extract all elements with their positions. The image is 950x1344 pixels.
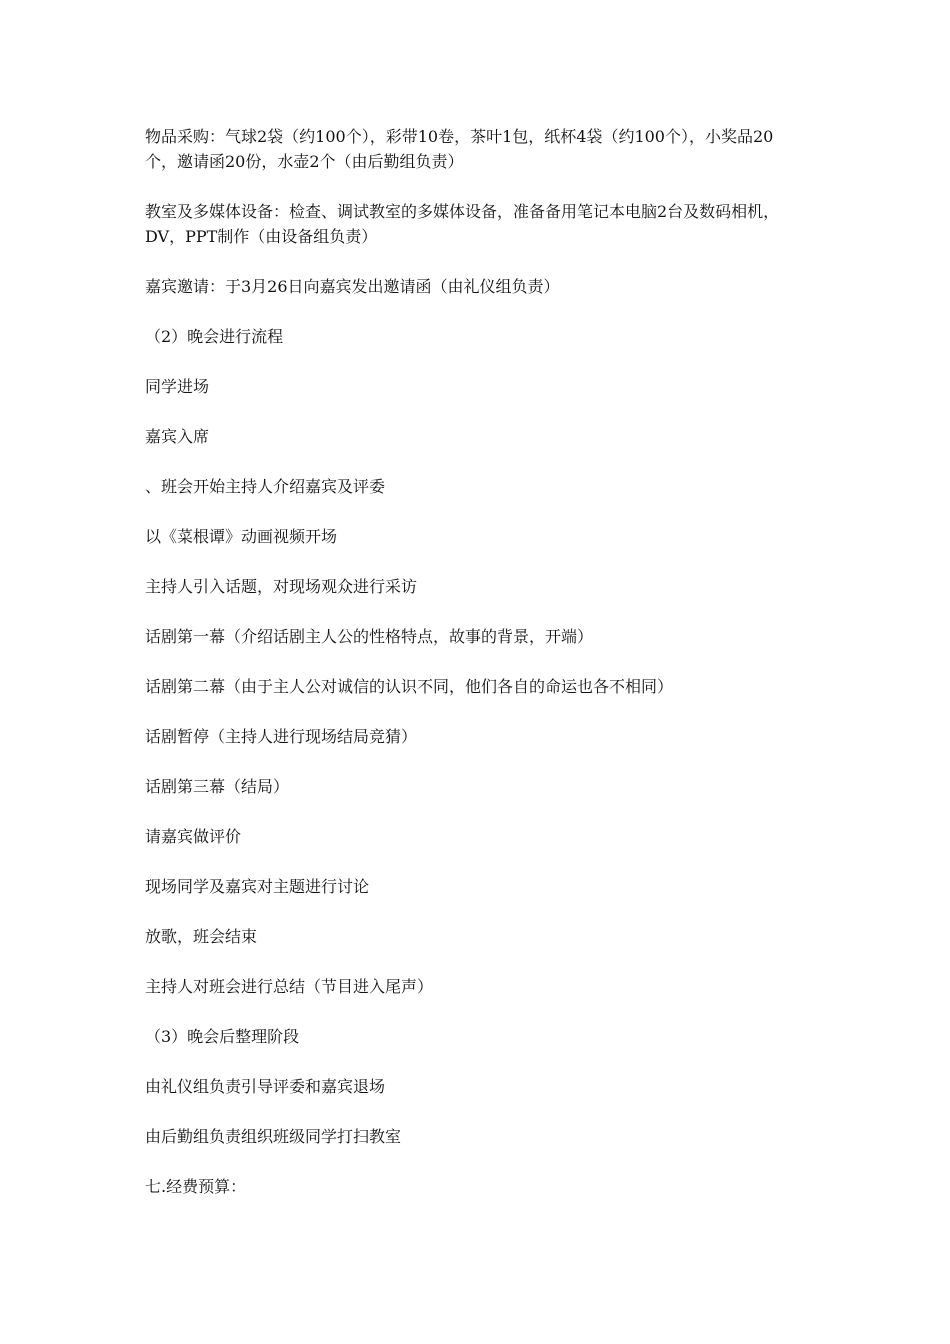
multimedia-line-1: 教室及多媒体设备：检查、调试教室的多媒体设备，准备备用笔记本电脑2台及数码相机，: [145, 202, 780, 221]
flow-item: 话剧第三幕（结局）: [145, 777, 290, 796]
flow-item: 话剧第一幕（介绍话剧主人公的性格特点，故事的背景，开端）: [145, 627, 594, 646]
flow-item: 请嘉宾做评价: [145, 827, 242, 846]
cleanup-item: 由礼仪组负责引导评委和嘉宾退场: [145, 1077, 386, 1096]
flow-item: 话剧第二幕（由于主人公对诚信的认识不同，他们各自的命运也各不相同）: [145, 677, 674, 696]
flow-item: 嘉宾入席: [145, 427, 210, 446]
flow-item: 主持人引入话题，对现场观众进行采访: [145, 577, 418, 596]
flow-item: 、班会开始主持人介绍嘉宾及评委: [145, 477, 386, 496]
flow-item: 以《菜根谭》动画视频开场: [145, 527, 338, 546]
procurement-line-2: 个，邀请函20份，水壶2个（由后勤组负责）: [145, 152, 464, 171]
section-3-heading: （3）晚会后整理阶段: [145, 1027, 300, 1046]
cleanup-item: 由后勤组负责组织班级同学打扫教室: [145, 1127, 402, 1146]
multimedia-line-2: DV，PPT制作（由设备组负责）: [145, 227, 378, 246]
document-body: [145, 124, 815, 1224]
procurement-paragraph: [145, 124, 815, 174]
procurement-line-1: 物品采购：气球2袋（约100个），彩带10卷，茶叶1包，纸杯4袋（约100个），小奖品20: [145, 127, 774, 146]
multimedia-paragraph: [145, 199, 815, 249]
flow-item: 放歌，班会结束: [145, 927, 258, 946]
flow-item: 话剧暂停（主持人进行现场结局竞猜）: [145, 727, 418, 746]
section-2-heading: （2）晚会进行流程: [145, 327, 284, 346]
flow-item: 同学进场: [145, 377, 210, 396]
flow-item: 主持人对班会进行总结（节目进入尾声）: [145, 977, 434, 996]
guest-invite-paragraph: 嘉宾邀请：于3月26日向嘉宾发出邀请函（由礼仪组负责）: [145, 277, 560, 296]
flow-item: 现场同学及嘉宾对主题进行讨论: [145, 877, 370, 896]
budget-heading: 七.经费预算：: [145, 1177, 247, 1196]
